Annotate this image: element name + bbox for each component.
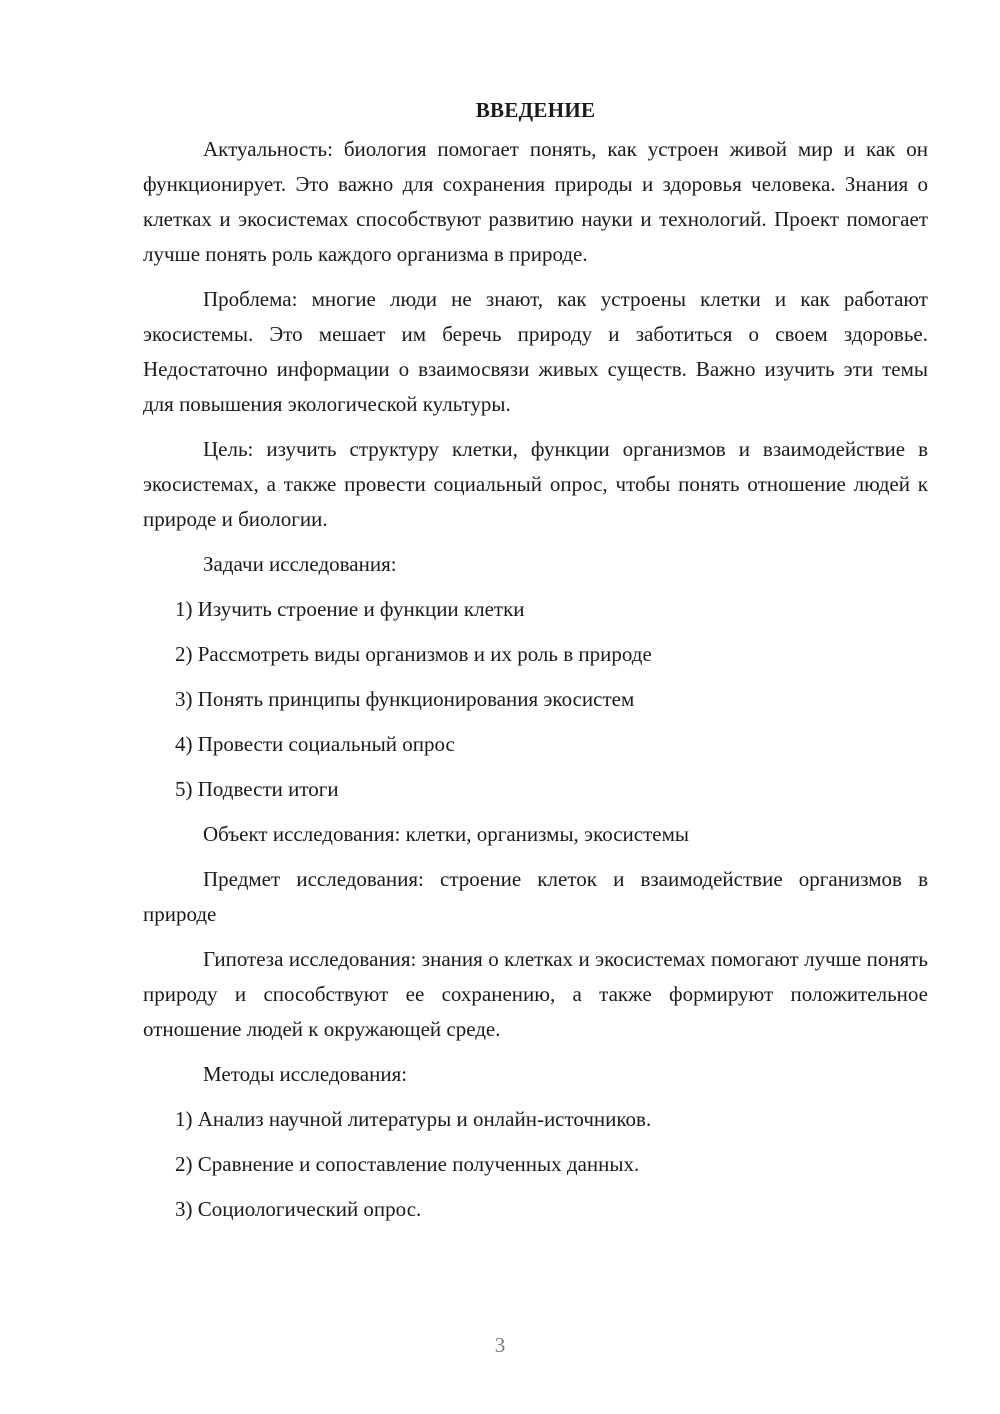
document-page [143, 96, 928, 1237]
methods-heading: Методы исследования: [203, 1062, 408, 1086]
method-item: 2) Сравнение и сопоставление полученных данных. [175, 1152, 640, 1176]
method-item: 1) Анализ научной литературы и онлайн-источников. [175, 1107, 652, 1131]
task-item: 1) Изучить строение и функции клетки [175, 597, 525, 621]
task-item: 4) Провести социальный опрос [175, 732, 455, 756]
task-item: 2) Рассмотреть виды организмов и их роль в природе [175, 642, 652, 666]
goal-paragraph: Цель: изучить структуру клетки, функции организмов и взаимодействие в экосистемах, а также провести социальный опрос, чтобы понять отношение людей к природе и биологии. [143, 437, 928, 531]
hypothesis-paragraph: Гипотеза исследования: знания о клетках и экосистемах помогают лучше понять природу и способствуют ее сохранению, а также формируют положительное отношение людей к окружающей среде. [143, 947, 928, 1041]
object-line: Объект исследования: клетки, организмы, экосистемы [203, 822, 690, 846]
method-item: 3) Социологический опрос. [175, 1197, 422, 1221]
tasks-heading: Задачи исследования: [203, 552, 397, 576]
subject-paragraph: Предмет исследования: строение клеток и взаимодействие организмов в природе [143, 867, 928, 926]
task-item: 5) Подвести итоги [175, 777, 339, 801]
page-number: 3 [494, 1333, 506, 1357]
page-title: ВВЕДЕНИЕ [475, 98, 596, 122]
relevance-paragraph: Актуальность: биология помогает понять, как устроен живой мир и как он функционирует. Это важно для сохранения природы и здоровья человека. Знания о клетках и экосистемах способствуют развитию науки и технологий. Проект помогает лучше понять роль каждого организма в природе. [143, 137, 928, 266]
task-item: 3) Понять принципы функционирования экосистем [175, 687, 635, 711]
problem-paragraph: Проблема: многие люди не знают, как устроены клетки и как работают экосистемы. Это мешает им беречь природу и заботиться о своем здоровье. Недостаточно информации о взаимосвязи живых существ. Важно изучить эти темы для повышения экологической культуры. [143, 287, 928, 416]
